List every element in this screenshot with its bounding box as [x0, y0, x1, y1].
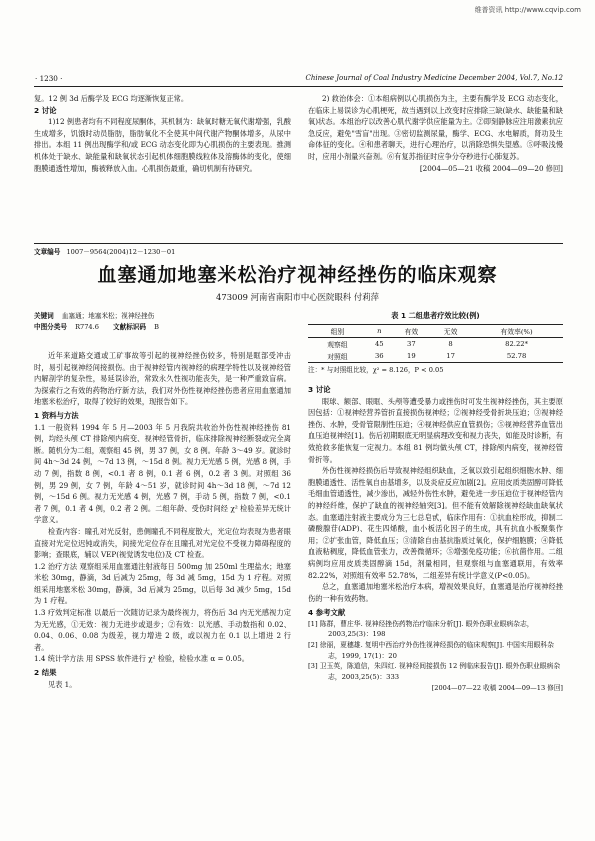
table-row [308, 338, 563, 351]
table-cell: 8 [448, 340, 453, 348]
reference-item: [2] 徐丽，夏穗雄. 复明中西治疗外伤性视神经损伤的临床观察[J]. 中国实用眼科杂志，1999, 17(1)：20 [308, 641, 554, 660]
reference-item: [1] 陈群，曹庄华. 视神经挫伤药物治疗临床分析[J]. 眼外伤职业眼病杂志，2003,25(3)：198 [308, 619, 534, 639]
section-heading: 1 资料与方法 [34, 410, 79, 420]
prev-paragraph: 2) 救治体会：①本组病例以心肌损伤为主，主要有酶学及 ECG 动态变化，在临床上易误诊为心肌梗死，故当遇到以上改变时应排除三缺(缺水、缺能量和缺氧)状态。本组治疗以改善心肌代谢学供应能量为主。②即刻静脉应注用激素抗应急反应，避免"雪盲"出现。③密切监测尿量，酶学、ECG、水电解质，肾功及生命体征的变化。④和患者聊天，进行心理治疗，以消除恐惧失望感。⑤呼吸浅慢时，应用小剂量兴奋剂。⑥有复苏指征时应争分夺秒进行心肺复苏。 [308, 94, 563, 161]
keywords-value: 血塞通；地塞米松；视神经挫伤 [61, 312, 155, 320]
table-header-row [308, 325, 563, 338]
table-header-cell: 无效 [443, 328, 458, 336]
table-cell: 36 [374, 352, 384, 360]
classification-line [34, 322, 291, 332]
right-column [308, 384, 563, 693]
section-heading: 2 结果 [34, 668, 57, 678]
conclusion-paragraph: 总之，血塞通加地塞米松治疗本病，增视效果良好，血塞通是治疗视神经挫伤的一种有效药物。 [308, 582, 563, 603]
exam-paragraph: 检查内容：瞳孔对光反射，患侧瞳孔不同程度散大，光定位均表现为患者眼直接对光定位迟钝或消失，间接光定位存在且瞳孔对光定位不受视力障碍程度的影响；查眼底，辅以 VEP(视觉诱发电位)及 CT 检查。 [34, 526, 291, 560]
table-header-cell: 有效率(%) [500, 328, 533, 336]
keywords-label: 关键词 [34, 312, 54, 320]
table-row [308, 350, 563, 363]
methods-paragraph: 1.1 一般资料 1994 年 5 月—2003 年 5 月我院共收治外伤性视神经挫伤 81 例，均经头颅 CT 排除颅内病变、视神经管骨折，临床排除视神经断裂或完全离断。随机分为二组，观察组 45 例，男 37 例，女 8 例。年龄 3～49 岁。就诊时间 4h～3d 24 例，～7d 13 例，～15d 8 例。视力无光感 5 例，光感 8 例，手动 7 例，指数 8 例，<0.1 者 8 例，0.1 者 6 例，0.2 者 3 例。对照组 36 例，男 29 例，女 7 例，年龄 4～51 岁，就诊时间 4h～3d 18 例，～7d 12 例，～15d 6 例。视力无光感 4 例，光感 7 例，手动 5 例，指数 7 例，<0.1 者 7 例，0.1 者 4 例，0.2 者 2 例。二组年龄、受伤时间经 χ² 检验差异无统计学意义。 [34, 422, 291, 525]
left-column [34, 350, 291, 690]
discussion-paragraph: 外伤性视神经损伤后导致视神经组织缺血，乏氧以致引起组织细胞水肿、细胞膜通透性、活性氧自由基增多，以及炎症反应加剧[2]。应用皮质类固醇可降低毛细血管通透性，减少渗出，减轻外伤性水肿，避免进一步压迫位于视神经管内的神经纤维，保护了缺血的视神经轴突[3]。但不能有效解除视神经缺血缺氧状态。血塞通注射液主要成分为三七总皂甙，临床作用有：①抗血栓形成，抑制二磷酸腺苷(ADP)、花生四烯酸，血小板活化因子的生成，具有抗血小板聚集作用；②扩张血管，降低血压；③清除自由基抗脂质过氧化，保护细胞膜；④降低血液粘稠度，降低血管张力，改善微循环；⑤增强免疫功能；⑥抗菌作用。二组病例均应用皮质类固醇滴 15d，剂量相同，但观察组与血塞通联用，有效率 82.22%，对照组有效率 52.78%，二组差异有统计学意义(P<0.05)。 [308, 466, 563, 580]
reference-list [308, 619, 563, 683]
results-paragraph: 见表 1。 [48, 679, 77, 689]
prev-section-heading: 2 讨论 [34, 105, 57, 115]
table-cell: 对照组 [327, 353, 348, 361]
journal-running-head: Chinese Journal of Coal Industry Medicine December 2004, Vol.7, No.12 [305, 74, 563, 82]
table-note: 注：* 与对照组比较，χ² = 8.126，P < 0.05 [308, 366, 444, 374]
table-cell: 52.78 [506, 352, 527, 360]
header-rule [34, 86, 563, 87]
reference-item: [3] 卫玉英，陈道信，朱四红. 视神经间接损伤 12 例临床报告[J]. 眼外伤职业眼病杂志，2003,25(5)：333 [308, 662, 561, 681]
doc-code-value: B [154, 323, 159, 331]
page-number: · 1230 · [35, 74, 63, 83]
table-header-cell: n [377, 327, 382, 335]
received-date: [2004—07—22 收稿 2004—09—13 修回] [431, 684, 563, 693]
section-heading: 4 参考文献 [308, 608, 346, 618]
criteria-paragraph: 1.3 疗效判定标准 以最后一次随访记录为最终视力，将伤后 3d 内无光感视力定为无光感，①无效：视力无进步或退步；②有效：以光感、手动数指和 0.02、0.04、0.06、0.08 为级差，视力增进 2 级，或以视力在 0.1 以上增进 2 行者。 [34, 608, 291, 652]
table-cell: 观察组 [327, 341, 348, 349]
table-1 [308, 311, 563, 375]
treatment-paragraph: 1.2 治疗方法 观察组采用血塞通注射液每日 500mg 加 250ml 生理盐水；地塞米松 30mg，静滴，3d 后减为 25mg，每 3d 减 5mg，15d 为 1 疗程。对照组采用地塞米松 30mg，静滴，3d 后减为 25mg，以后每 3d 减少 5mg，15d 为 1 疗程。 [34, 561, 291, 606]
table-caption: 表 1 二组患者疗效比较(例) [391, 311, 480, 320]
article-number-value: 1007－9564(2004)12－1230－01 [66, 248, 176, 256]
prev-paragraph: 1)12 例患者均有不同程度尿酮体，其机制为：缺氧时糖无氧代谢增强，乳酸生成增多，饥饿时动员脂肪，脂肪氧化不全使其中间代谢产物酮体增多，从尿中排出。本组 11 例出现酶学和/或 ECG 动态变化即为心肌损伤的主要表现。推测机体处于缺水、缺能量和缺氧状态引起机体细胞膜线粒体及溶酶体的变化，使细胞膜通透性增加，酶被释放入血。心肌损伤最重，确切机制有待研究。 [34, 117, 291, 173]
prev-article-right [308, 93, 563, 174]
doc-code-label: 文献标识码 [113, 323, 146, 331]
table-cell: 17 [446, 352, 455, 360]
article-title: 血塞通加地塞米松治疗视神经挫伤的临床观察 [97, 264, 498, 286]
table-cell: 19 [407, 352, 416, 360]
watermark: 维普资讯 http://www.cqvip.com [474, 6, 581, 14]
results-table [308, 324, 563, 363]
article-separator [34, 243, 563, 244]
clc-label: 中图分类号 [34, 323, 67, 331]
clc-value: R774.6 [75, 323, 99, 331]
table-header-cell: 有效 [404, 328, 419, 336]
discussion-paragraph: 眼球、额部、眼眶、头颅等遭受暴力或挫伤时可发生视神经挫伤，其主要原因包括：①视神经营养管折直接损伤视神经；②视神经受骨折块压迫；③视神经挫伤、水肿，受骨管限制性压迫；④视神经供应血管损伤；⑤视神经营养血管出血压迫视神经[1]。伤后初期眼底无明显病理改变和视力丧失，如能及时诊断，有效抢救多能恢复一定视力。本组 81 例均做头颅 CT，排除颅内病变，视神经管骨折等。 [308, 396, 563, 464]
intro-paragraph: 近年来道路交通或工矿事故等引起的视神经挫伤较多，特别是眶部受冲击时，易引起视神经间接损伤。由于视神经管内视神经的病理学特性以及视神经管内解剖学的复杂性，易延误诊治，常致永久性视功能丧失，是一种严重致盲病。为探索行之有效的药物治疗新方法，我们对外伤性视神经挫伤患者应用血塞通加地塞米松治疗，取得了较好的效果，现报告如下。 [34, 351, 291, 407]
prev-received-date: [2004—05—21 收稿 2004—09—20 修回] [419, 163, 563, 173]
article-affiliation: 473009 河南省南阳市中心医院眼科 付莉萍 [216, 292, 379, 302]
section-heading: 3 讨论 [308, 385, 331, 394]
prev-paragraph: 复。12 例 3d 后酶学及 ECG 均逐渐恢复正常。 [34, 94, 189, 103]
article-number-label: 文章编号 [34, 248, 61, 256]
article-number [34, 247, 175, 257]
statistics-paragraph: 1.4 统计学方法 用 SPSS 软件进行 χ² 检验，检验水准 α = 0.05。 [34, 654, 249, 664]
table-header-cell: 组别 [330, 328, 345, 336]
table-cell: 45 [374, 340, 384, 348]
prev-article-left [34, 93, 291, 174]
table-cell: 82.22* [505, 340, 529, 348]
table-cell: 37 [407, 340, 416, 348]
keywords-line [34, 311, 291, 321]
